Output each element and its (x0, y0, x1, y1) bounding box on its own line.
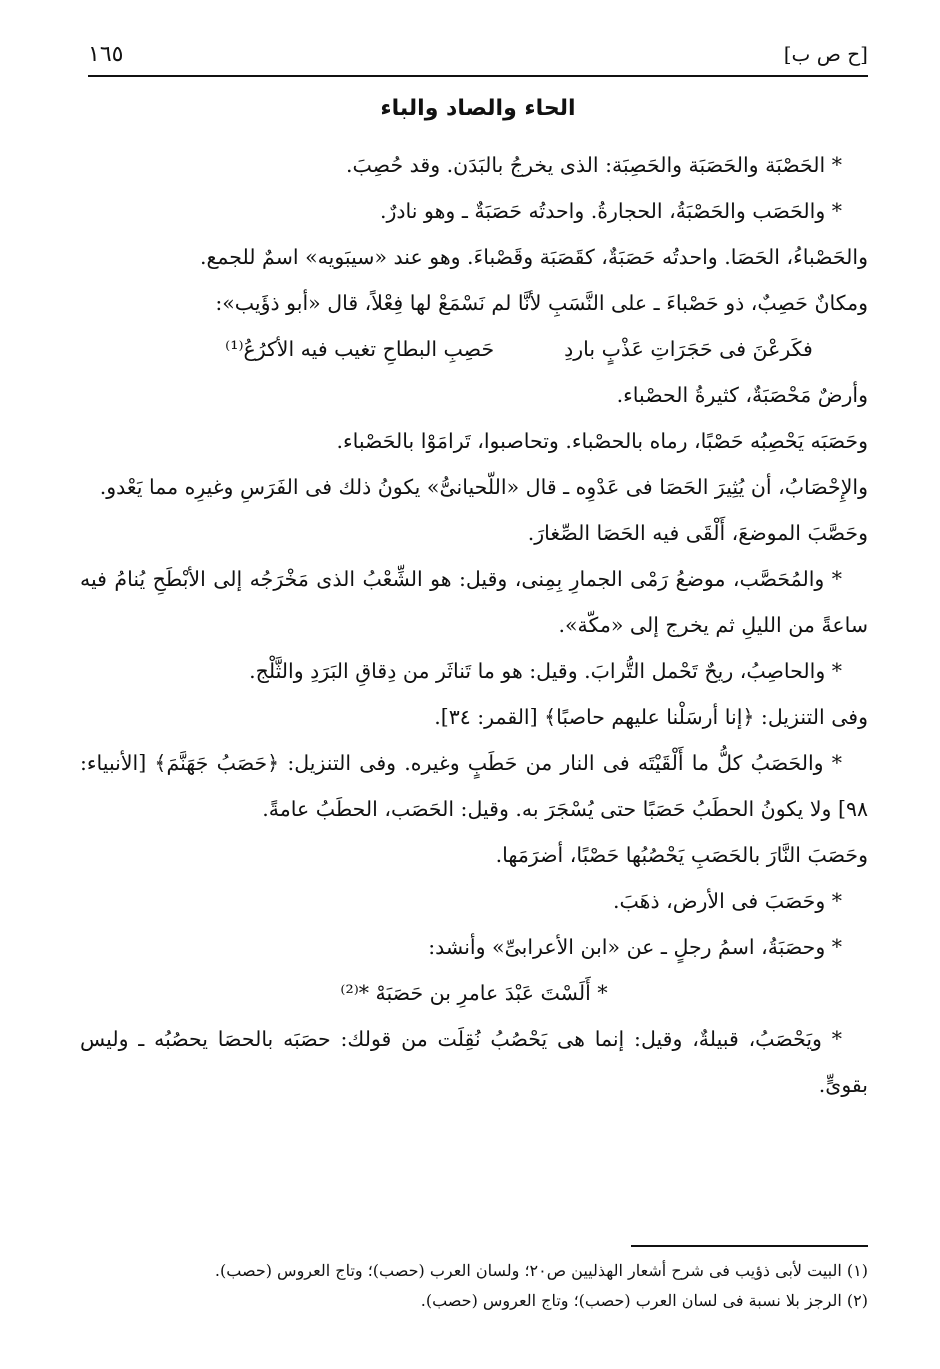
verse-first-hemistich: فكَرعْنَ فى حَجَرَاتِ عَذْبٍ باردِ (564, 337, 813, 361)
header-root-letters: [ح ص ب] (783, 42, 868, 66)
footnote-rule (631, 1245, 868, 1247)
chapter-title: الحاء والصاد والباء (380, 96, 576, 121)
paragraph: وفى التنزيل: ﴿إنا أرسَلْنا عليهم حاصبًا﴾ [القمر: ٣٤]. (434, 705, 868, 729)
paragraph: والإِحْصَابُ، أن يُثِيرَ الحَصَا فى عَدْوِه ـ قال «اللّحيانىُّ» يكونُ ذلك فى الفَرَسِ وغيرِه مما يَعْدو. (99, 475, 868, 499)
paragraph: وحَصَبَه يَحْصِبُه حَصْبًا، رماه بالحصْباء. وتحاصبوا، تَرامَوْا بالحَصْباء. (336, 429, 868, 453)
paragraph: * والمُحَصَّب، موضعُ رَمْى الجمارِ بِمِنى، وقيل: هو الشِّعْبُ الذى مَخْرَجُه إلى الأبْطَحِ يُنامُ فيه ساعةً من الليلِ ثم يخرج إلى «مكّة». (80, 567, 868, 637)
rajaz-verse: * أَلَسْتَ عَبْدَ عامرِ بن حَصَبَهْ *⁽²⁾ (340, 981, 608, 1005)
footnote: (١) البيت لأبى ذؤيب فى شرح أشعار الهذليين ص٢٠؛ ولسان العرب (حصب)؛ وتاج العروس (حصب). (214, 1261, 868, 1280)
verse-line (80, 970, 868, 1016)
verse-second-hemistich: حَصِبِ البطاحِ تغيب فيه الأكرُعُ⁽¹⁾ (225, 337, 495, 361)
footnotes (130, 1256, 868, 1316)
paragraph: * والحاصِبُ، ريحٌ تَحْمل التُّرابَ. وقيل: هو ما تَناثَر من دِقاقِ البَرَدِ والثَّلْج. (249, 659, 842, 683)
paragraph: * وحَصَبَ فى الأرض، ذهَبَ. (613, 889, 842, 913)
paragraph: وحَصَبَ النَّارَ بالحَصَبِ يَحْصُبُها حَصْبًا، أضرَمَها. (495, 843, 868, 867)
paragraph: * والحَصَبُ كلُّ ما أَلْقَيْتَه فى النار من حَطَبٍ وغيره. وفى التنزيل: ﴿حَصَبُ جَهَنَّمَ﴾ [الأنبياء: ٩٨] ولا يكونُ الحطَبُ حَصَبًا حتى يُسْجَرَ به. وقيل: الحَصَب، الحطَبُ عامةً. (80, 751, 868, 821)
paragraph: * والحَصَب والحَصْبَةُ، الحجارةُ. واحدتُه حَصَبَةٌ ـ وهو نادرٌ. (380, 199, 842, 223)
paragraph: ومكانٌ حَصِبٌ، ذو حَصْباءَ ـ على النَّسَبِ لأنَّا لم نَسْمَعْ لها فِعْلاً، قال «أبو ذؤَيب»: (215, 291, 868, 315)
paragraph: * وحصَبَةُ، اسمُ رجلٍ ـ عن «ابن الأعرابىِّ» وأنشد: (428, 935, 842, 959)
entry-body (80, 142, 868, 1108)
paragraph: * ويَحْصَبُ، قبيلةٌ، وقيل: إنما هى يَحْصُبُ نُقِلَت من قولك: حصَبَه بالحصَا يحصُبُه ـ وليس بقوىٍّ. (80, 1027, 868, 1097)
header-rule (88, 75, 868, 77)
paragraph: والحَصْباءُ، الحَصَا. واحدتُه حَصَبَةٌ، كقَصَبَة وقَصْباءَ. وهو عند «سيبَويه» اسمٌ للجمع. (200, 245, 868, 269)
page-header (88, 38, 868, 78)
page-number: ١٦٥ (88, 42, 124, 67)
paragraph: * الحَصْبَة والحَصَبَة والحَصِبَة: الذى يخرجُ بالبَدَن. وقد حُصِبَ. (346, 153, 842, 177)
paragraph: وأرضٌ مَحْصَبَةٌ، كثيرةُ الحصْباء. (616, 383, 868, 407)
paragraph: وحَصَّبَ الموضعَ، أَلْقَى فيه الحَصَا الصِّغارَ. (527, 521, 868, 545)
verse-line (80, 326, 868, 372)
footnote: (٢) الرجز بلا نسبة فى لسان العرب (حصب)؛ وتاج العروس (حصب). (420, 1291, 868, 1310)
